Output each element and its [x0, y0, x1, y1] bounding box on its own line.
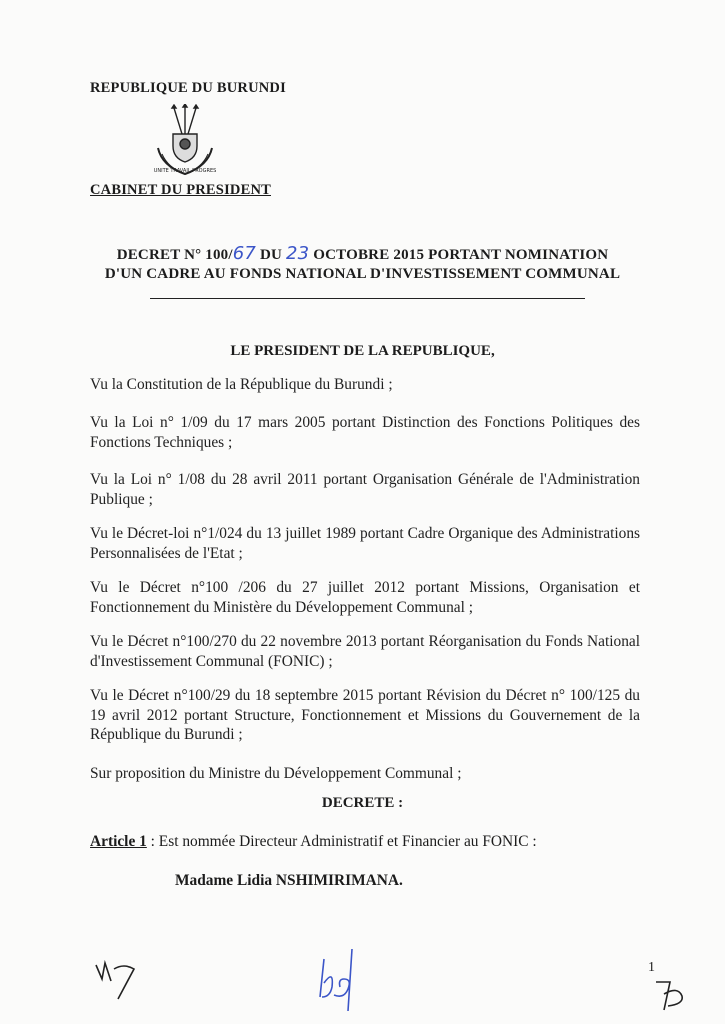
decree-day-handwritten: 23 — [286, 243, 310, 264]
consideration-4: Vu le Décret-loi n°1/024 du 13 juillet 1989 portant Cadre Organique des Administrations Personnalisées de l'Etat ; — [90, 525, 640, 562]
initials-right-icon — [650, 972, 690, 1023]
consideration-1: Vu la Constitution de la République du Burundi ; — [90, 376, 393, 393]
consideration-8: Sur proposition du Ministre du Développement Communal ; — [90, 765, 462, 782]
decree-title-line1 — [0, 244, 725, 265]
signature-center-icon — [312, 945, 366, 1018]
title-part1: DECRET N° 100/ — [116, 247, 233, 263]
decree-heading: DECRETE : — [321, 795, 404, 811]
preamble-heading: LE PRESIDENT DE LA REPUBLIQUE, — [230, 343, 495, 359]
article-1 — [90, 833, 537, 851]
consideration-6: Vu le Décret n°100/270 du 22 novembre 2013 portant Réorganisation du Fonds National d'Investissement Communal (FONIC) ; — [90, 633, 640, 670]
title-part2: DU — [256, 247, 287, 263]
page-number: 1 — [648, 960, 655, 975]
article-1-label: Article 1 — [90, 833, 147, 850]
title-part3: OCTOBRE 2015 PORTANT NOMINATION — [309, 247, 609, 263]
decree-title — [0, 244, 725, 284]
appointee-name: Madame Lidia NSHIMIRIMANA. — [175, 872, 403, 889]
title-divider — [150, 298, 585, 299]
consideration-5: Vu le Décret n°100 /206 du 27 juillet 2012 portant Missions, Organisation et Fonctionnement du Ministère du Développement Communal ; — [90, 579, 640, 616]
country-name: REPUBLIQUE DU BURUNDI — [90, 80, 286, 96]
emblem-motto: UNITE TRAVAIL PROGRES — [153, 168, 217, 174]
coat-of-arms-icon — [152, 104, 218, 182]
decree-number-handwritten: 67 — [232, 243, 257, 264]
article-1-text: : Est nommée Directeur Administratif et Financier au FONIC : — [146, 833, 537, 850]
decree-title-line2: D'UN CADRE AU FONDS NATIONAL D'INVESTISSEMENT COMMUNAL — [104, 266, 621, 282]
initials-left-icon — [92, 955, 142, 1010]
consideration-7: Vu le Décret n°100/29 du 18 septembre 2015 portant Révision du Décret n° 100/125 du 19 avril 2012 portant Structure, Fonctionnement et Missions du Gouvernement de la République du Burundi ; — [90, 687, 640, 743]
consideration-2: Vu la Loi n° 1/09 du 17 mars 2005 portant Distinction des Fonctions Politiques des Fonctions Techniques ; — [90, 414, 640, 451]
consideration-3: Vu la Loi n° 1/08 du 28 avril 2011 portant Organisation Générale de l'Administration Publique ; — [90, 471, 640, 508]
office-name: CABINET DU PRESIDENT — [90, 182, 271, 198]
